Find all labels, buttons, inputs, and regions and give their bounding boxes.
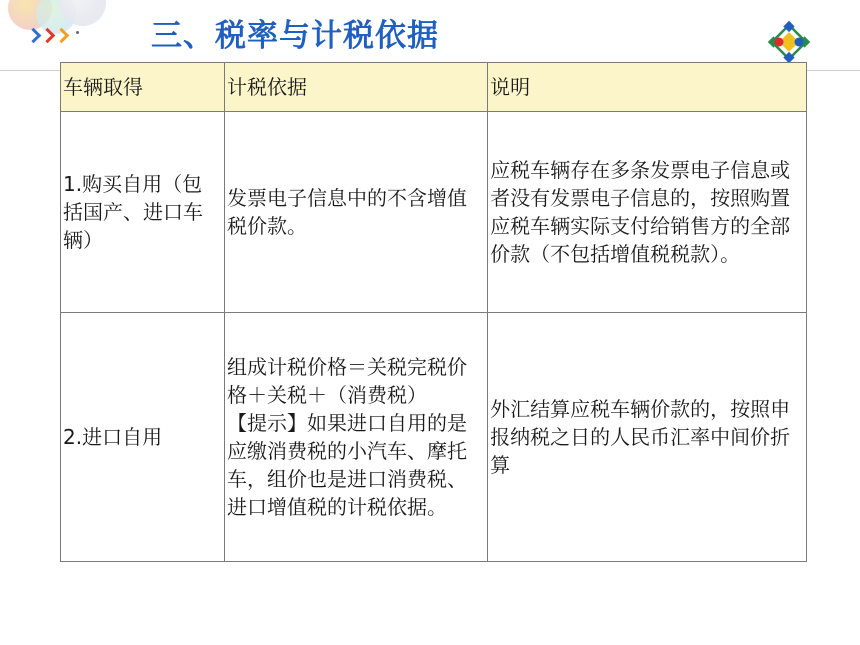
bullet-dot <box>76 31 79 34</box>
basis-formula: 组成计税价格＝关税完税价格＋关税＋（消费税） <box>226 355 467 407</box>
basis-cell: 发票电子信息中的不含增值税价款。 <box>224 112 487 313</box>
slide-title: 三、税率与计税依据 <box>151 18 439 54</box>
acquisition-cell: 2.进口自用 <box>61 313 225 562</box>
diamond-logo-icon <box>765 18 813 66</box>
basis-cell <box>224 313 487 562</box>
note-cell: 应税车辆存在多条发票电子信息或者没有发票电子信息的，按照购置应税车辆实际支付给销售方的全部价款（不包括增值税税款）。 <box>488 112 807 313</box>
note-cell: 外汇结算应税车辆价款的，按照申报纳税之日的人民币汇率中间价折算 <box>488 313 807 562</box>
table-header-row <box>61 63 807 112</box>
header-cell: 计税依据 <box>224 63 487 112</box>
chevron-right-icon <box>56 27 68 43</box>
basis-tip: 【提示】如果进口自用的是应缴消费税的小汽车、摩托车，组价也是进口消费税、进口增值税的计税依据。 <box>226 411 467 519</box>
header-cell: 车辆取得 <box>61 63 225 112</box>
acquisition-cell: 1.购买自用（包括国产、进口车辆） <box>61 112 225 313</box>
header-cell: 说明 <box>488 63 807 112</box>
table-row <box>61 313 807 562</box>
tax-basis-table <box>60 62 807 562</box>
chevron-right-icon <box>28 27 40 43</box>
table-row <box>61 112 807 313</box>
chevron-right-icon <box>42 27 54 43</box>
chevron-arrows-icon <box>28 27 68 43</box>
